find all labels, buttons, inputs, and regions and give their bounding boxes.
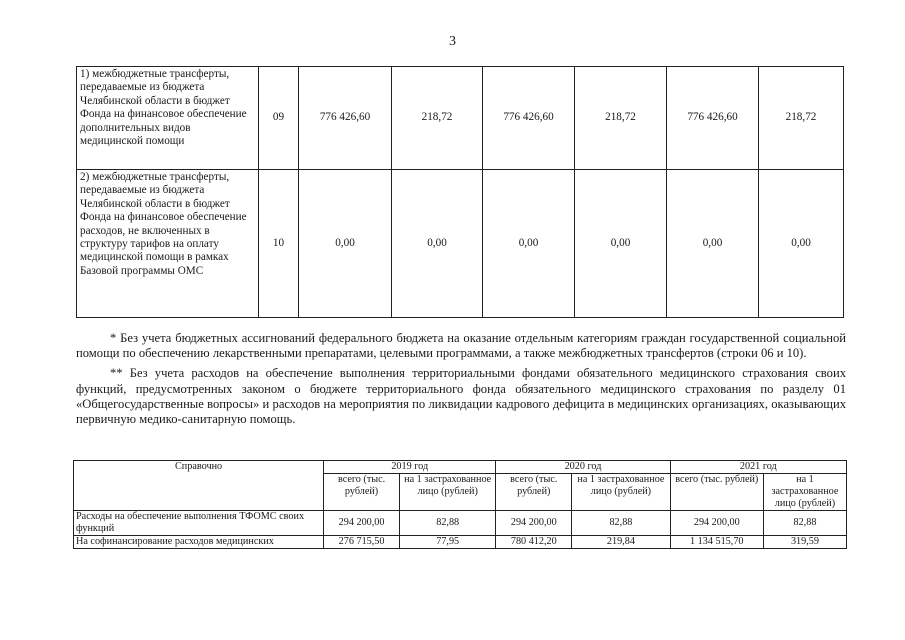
table-cell: 218,72: [759, 67, 844, 170]
row-code: 09: [259, 67, 299, 170]
row-name: 1) межбюджетные трансферты, передаваемые из бюджета Челябинской области в бюджет Фонда на финансовое обеспечение дополнительных видов медицинской помощи: [77, 67, 259, 170]
table-header-row: [74, 461, 847, 474]
subheader: на 1 застрахованное лицо (рублей): [763, 474, 846, 511]
reference-label: Справочно: [74, 461, 324, 511]
table-cell: 218,72: [575, 67, 667, 170]
table-cell: 0,00: [392, 170, 483, 318]
table-row: [77, 67, 844, 170]
table-row: [77, 170, 844, 318]
year-header: 2020 год: [496, 461, 670, 474]
financing-table: [76, 66, 844, 318]
table-cell: 0,00: [483, 170, 575, 318]
subheader: всего (тыс. рублей): [324, 474, 400, 511]
row-name: 2) межбюджетные трансферты, передаваемые из бюджета Челябинской области в бюджет Фонда на финансовое обеспечение расходов, не включенных в структуру тарифов на оплату медицинской помощи в рамках Базовой программы ОМС: [77, 170, 259, 318]
table-cell: 0,00: [575, 170, 667, 318]
table-cell: 218,72: [392, 67, 483, 170]
row-label: Расходы на обеспечение выполнения ТФОМС своих функций: [74, 511, 324, 536]
table-cell: 294 200,00: [670, 511, 763, 536]
footnote-1: * Без учета бюджетных ассигнований федерального бюджета на оказание отдельным категориям граждан государственной социальной помощи по обеспечению лекарственными препаратами, целевыми программами, а также межбюджетных трансфертов (строки 06 и 10).: [76, 331, 846, 361]
subheader: всего (тыс. рублей): [496, 474, 572, 511]
table-cell: 0,00: [759, 170, 844, 318]
table-cell: 780 412,20: [496, 536, 572, 549]
table-cell: 776 426,60: [667, 67, 759, 170]
table-cell: 0,00: [299, 170, 392, 318]
page-number: 3: [449, 34, 456, 49]
table-cell: 0,00: [667, 170, 759, 318]
year-header: 2019 год: [324, 461, 496, 474]
table-cell: 1 134 515,70: [670, 536, 763, 549]
table-cell: 77,95: [400, 536, 496, 549]
table-cell: 82,88: [572, 511, 670, 536]
subheader: на 1 застрахованное лицо (рублей): [572, 474, 670, 511]
table-row: [74, 511, 847, 536]
table-cell: 276 715,50: [324, 536, 400, 549]
table-cell: 219,84: [572, 536, 670, 549]
row-code: 10: [259, 170, 299, 318]
table-cell: 82,88: [400, 511, 496, 536]
table-cell: 82,88: [763, 511, 846, 536]
table-cell: 319,59: [763, 536, 846, 549]
subheader: на 1 застрахованное лицо (рублей): [400, 474, 496, 511]
subheader: всего (тыс. рублей): [670, 474, 763, 511]
table-cell: 776 426,60: [299, 67, 392, 170]
year-header: 2021 год: [670, 461, 846, 474]
table-row: [74, 536, 847, 549]
table-cell: 776 426,60: [483, 67, 575, 170]
table-cell: 294 200,00: [324, 511, 400, 536]
table-cell: 294 200,00: [496, 511, 572, 536]
footnote-2: ** Без учета расходов на обеспечение выполнения территориальными фондами обязательного медицинского страхования своих функций, предусмотренных законом о бюджете территориального фонда обязательного медицинского страхования по разделу 01 «Общегосударственные вопросы» и расходов на мероприятия по ликвидации кадрового дефицита в медицинских организациях, оказывающих первичную медико-санитарную помощь.: [76, 366, 846, 427]
reference-table: [73, 460, 847, 549]
footnotes: [76, 331, 846, 432]
row-label: На софинансирование расходов медицинских: [74, 536, 324, 549]
